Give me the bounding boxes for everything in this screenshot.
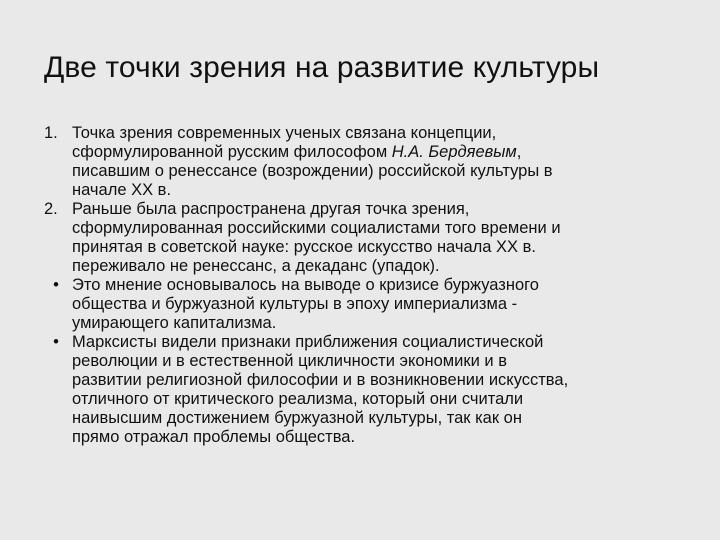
bullet-marker: • <box>53 276 59 294</box>
list-item-text <box>72 124 714 200</box>
list-item-text <box>72 333 714 447</box>
list-marker: 2. <box>44 200 58 218</box>
italic-name: Н.А. Бердяевым <box>391 143 517 161</box>
slide-content <box>44 124 714 447</box>
slide-title: Две точки зрения на развитие культуры <box>44 51 600 84</box>
list-item-text <box>72 276 714 333</box>
list-item-4 <box>44 333 714 447</box>
list-item-2 <box>44 200 714 276</box>
text-run: Это мнение основывалось на выводе о кризисе буржуазного общества и буржуазной культуры в эпоху империализма - умирающего капитализма. <box>72 276 539 332</box>
text-run: Точка зрения современных ученых связана концепции, сформулированной русским философом <box>72 124 497 161</box>
list-marker: 1. <box>44 124 58 142</box>
text-run: , писавшим о ренессансе (возрождении) российской культуры в начале XX в. <box>72 143 553 199</box>
text-run: Марксисты видели признаки приближения социалистической революции и в естественной цикличности экономики и в развитии религиозной философии и в возникновении искусства, отличного от критического реализма, который они считали наивысшим достижением буржуазной культуры, так как он прямо отражал проблемы общества. <box>72 333 569 446</box>
list-item-1 <box>44 124 714 200</box>
list-item-3 <box>44 276 714 333</box>
text-run: Раньше была распространена другая точка зрения, сформулированная российскими социалистами того времени и принятая в советской науке: русское искусство начала XX в. переживало не ренессанс, а декаданс (упадок). <box>72 200 561 275</box>
list-item-text <box>72 200 714 276</box>
bullet-marker: • <box>53 333 59 351</box>
